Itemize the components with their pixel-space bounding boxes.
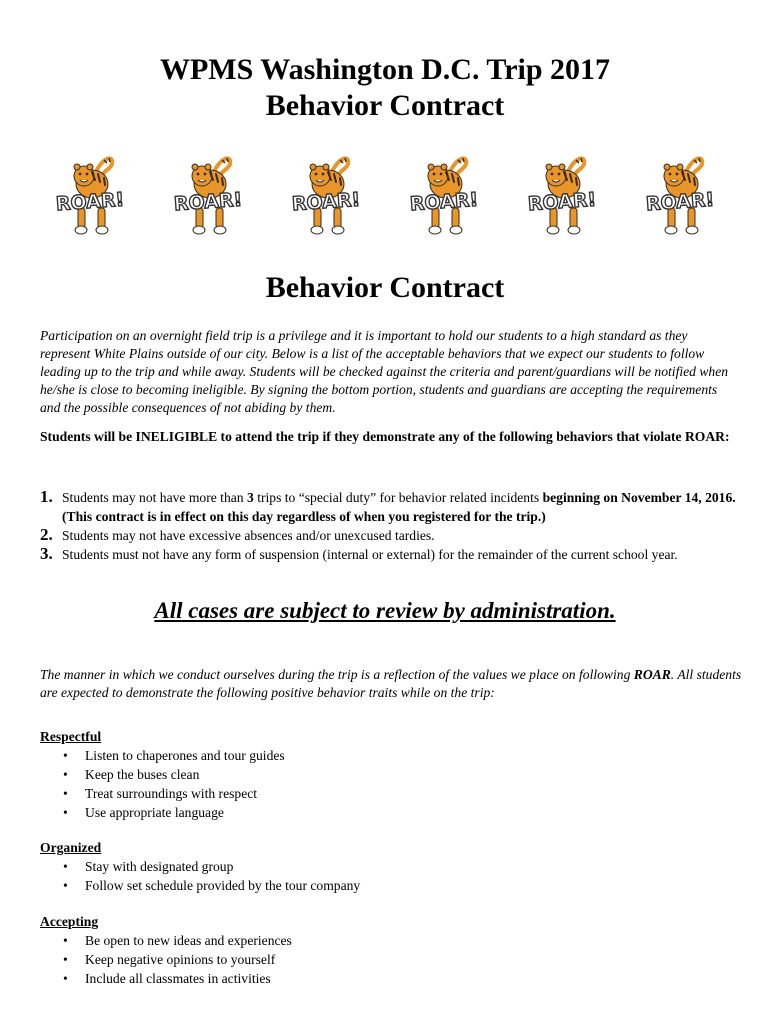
svg-text:ROAR!: ROAR! (527, 188, 597, 216)
rule-item (40, 526, 755, 545)
trait-respectful (40, 727, 740, 822)
svg-text:ROAR!: ROAR! (291, 188, 361, 216)
bullet-icon: • (63, 971, 68, 986)
list-item-text: Keep the buses clean (85, 767, 200, 782)
tiger-roar-logo (524, 150, 600, 238)
trait-title: Organized (40, 840, 102, 855)
mascot-row (52, 150, 718, 240)
tiger-roar-logo (170, 150, 246, 238)
rule-text: Students must not have any form of suspension (internal or external) for the remainder of the current school year. (62, 547, 678, 562)
list-item (40, 803, 740, 822)
list-item-text: Treat surroundings with respect (85, 786, 258, 801)
bullet-icon: • (63, 805, 68, 820)
list-item-text: Keep negative opinions to yourself (85, 952, 276, 967)
list-item-text: Stay with designated group (85, 859, 234, 874)
rules-list (40, 488, 755, 564)
rule-text-bold: 3 (247, 490, 254, 505)
list-item (40, 765, 740, 784)
rule-number: 2. (40, 525, 53, 544)
list-item (40, 876, 740, 895)
section-heading: Behavior Contract (265, 271, 505, 304)
tiger-roar-logo (642, 150, 718, 238)
list-item (40, 950, 740, 969)
svg-text:ROAR!: ROAR! (645, 188, 715, 216)
bullet-icon: • (63, 878, 68, 893)
svg-text:ROAR!: ROAR! (55, 188, 125, 216)
rule-item (40, 545, 755, 564)
rule-number: 3. (40, 544, 53, 563)
page-subtitle: Behavior Contract (265, 89, 505, 122)
list-item-text: Be open to new ideas and experiences (85, 933, 292, 948)
intro-paragraph: Participation on an overnight field trip is a privilege and it is important to hold our students to a high standard as they represent White Plains outside of our city. Below is a list of the acceptable behaviors that we expect our students to follow leading up to the trip and while away. Students will be checked against the criteria and parent/guardians will be notified when he/she is close to becoming ineligible. By signing the bottom portion, students and guardians are accepting the requirements and the possible consequences of not abiding by them. (40, 328, 729, 415)
tiger-roar-logo (406, 150, 482, 238)
list-item-text: Use appropriate language (85, 805, 224, 820)
trait-list (40, 931, 740, 988)
review-notice: All cases are subject to review by administration. (154, 598, 616, 623)
bullet-icon: • (63, 952, 68, 967)
list-item (40, 931, 740, 950)
trait-list (40, 857, 740, 895)
list-item (40, 746, 740, 765)
trait-title: Respectful (40, 729, 102, 744)
list-item (40, 784, 740, 803)
svg-text:ROAR!: ROAR! (173, 188, 243, 216)
rule-text: Students may not have excessive absences and/or unexcused tardies. (62, 528, 435, 543)
trait-organized (40, 838, 740, 895)
rule-text: Students may not have more than (62, 490, 247, 505)
list-item-text: Listen to chaperones and tour guides (85, 748, 285, 763)
list-item (40, 857, 740, 876)
svg-text:ROAR!: ROAR! (409, 188, 479, 216)
trait-list (40, 746, 740, 822)
trait-accepting (40, 912, 740, 988)
manner-roar: ROAR (633, 667, 671, 682)
trait-title: Accepting (40, 914, 99, 929)
list-item-text: Include all classmates in activities (85, 971, 271, 986)
bullet-icon: • (63, 933, 68, 948)
manner-text: . All students are expected to demonstrate the following positive behavior traits while on the trip: (40, 667, 742, 700)
bullet-icon: • (63, 767, 68, 782)
rule-item (40, 488, 755, 526)
list-item-text: Follow set schedule provided by the tour company (85, 878, 361, 893)
page-title: WPMS Washington D.C. Trip 2017 (159, 53, 611, 86)
bullet-icon: • (63, 859, 68, 874)
tiger-roar-logo (288, 150, 364, 238)
tiger-roar-logo (52, 150, 128, 238)
manner-paragraph (40, 666, 750, 702)
rule-number: 1. (40, 487, 53, 506)
bullet-icon: • (63, 786, 68, 801)
ineligibility-statement: Students will be INELIGIBLE to attend the trip if they demonstrate any of the following behaviors that violate ROAR: (40, 429, 730, 444)
list-item (40, 969, 740, 988)
rule-text: trips to “special duty” for behavior related incidents (253, 490, 543, 505)
manner-text: The manner in which we conduct ourselves during the trip is a reflection of the values we place on following (40, 667, 634, 682)
bullet-icon: • (63, 748, 68, 763)
rule-text-bold: beginning on November 14, 2016. (This contract is in effect on this day regardless of when you registered for the trip.) (62, 490, 736, 524)
